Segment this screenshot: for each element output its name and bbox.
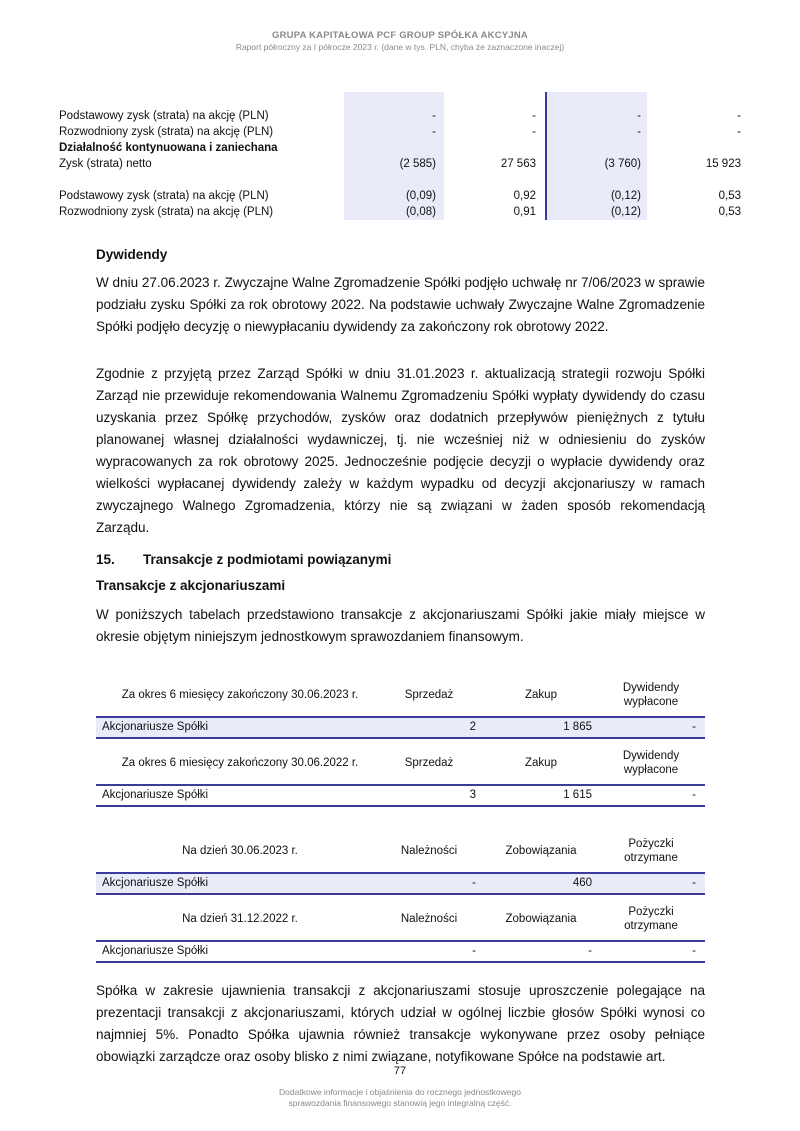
eps-row-label: Rozwodniony zysk (strata) na akcję (PLN) xyxy=(59,206,274,218)
dividends-paragraph-1: W dniu 27.06.2023 r. Zwyczajne Walne Zgromadzenie Spółki podjęło uchwałę nr 7/06/2023 w sprawie podziału zysku Spółki za rok obrotowy 2022. Na podstawie uchwały Zwyczajne Walne Zgromadzenie Spółki podjęło decyzję o niewypłacaniu dywidendy za zakończony rok obrotowy 2022. xyxy=(96,275,705,334)
shareholder-table xyxy=(96,902,705,962)
eps-cell: - xyxy=(532,126,536,138)
eps-cell: (0,12) xyxy=(610,206,641,218)
shareholder-table xyxy=(96,746,705,806)
report-company-header: GRUPA KAPITAŁOWA PCF GROUP SPÓŁKA AKCYJNA xyxy=(272,30,528,41)
table-cell: 2 xyxy=(469,721,476,733)
eps-cell: 27 563 xyxy=(500,158,536,170)
table-header-cell: Należności xyxy=(400,913,458,925)
shareholder-table xyxy=(96,834,705,894)
section-15-intro: W poniższych tabelach przedstawiono transakcje z akcjonariuszami Spółki jakie miały miejsce w okresie objętym niniejszym jednostkowym sprawozdaniem finansowym. xyxy=(96,607,705,644)
table-cell: - xyxy=(472,877,476,889)
eps-cell: - xyxy=(637,110,641,122)
table-cell: - xyxy=(692,721,696,733)
table-cell: 3 xyxy=(469,789,476,801)
table-row xyxy=(96,718,705,739)
table-header-cell: Zobowiązania xyxy=(505,913,577,925)
shareholder-table xyxy=(96,678,705,738)
eps-cell: 0,53 xyxy=(718,206,741,218)
table-header-cell: Sprzedaż xyxy=(404,757,454,769)
table-cell: - xyxy=(692,789,696,801)
eps-row-label: Rozwodniony zysk (strata) na akcję (PLN) xyxy=(59,126,274,138)
eps-cell: - xyxy=(737,126,741,138)
table-header-cell: Na dzień 30.06.2023 r. xyxy=(182,845,298,857)
table-header xyxy=(96,678,705,718)
eps-cell: - xyxy=(532,110,536,122)
eps-cell: 0,92 xyxy=(513,190,536,202)
eps-cell: - xyxy=(637,126,641,138)
eps-cell: 15 923 xyxy=(705,158,741,170)
table-cell: - xyxy=(692,877,696,889)
section-15-subheading: Transakcje z akcjonariuszami xyxy=(96,578,286,593)
table-header-cell: Dywidendy wypłacone xyxy=(622,682,680,708)
eps-cell: 0,91 xyxy=(513,206,536,218)
table-row-label: Akcjonariusze Spółki xyxy=(102,945,209,957)
section-15-title: Transakcje z podmiotami powiązanymi xyxy=(143,552,392,567)
eps-row xyxy=(59,108,749,124)
table-header-cell: Na dzień 31.12.2022 r. xyxy=(182,913,298,925)
eps-cell: - xyxy=(737,110,741,122)
report-subtitle: Raport półroczny za I półrocze 2023 r. (dane w tys. PLN, chyba że zaznaczone inaczej) xyxy=(235,42,565,52)
table-header xyxy=(96,902,705,942)
dividends-heading: Dywidendy xyxy=(96,247,168,262)
eps-row xyxy=(59,124,749,140)
table-header-cell: Dywidendy wypłacone xyxy=(622,750,680,776)
eps-row xyxy=(59,156,749,172)
eps-row xyxy=(59,204,749,220)
table-cell: 460 xyxy=(572,877,592,889)
page-number: 77 xyxy=(393,1065,407,1077)
eps-cell: (0,08) xyxy=(405,206,436,218)
eps-cell: (3 760) xyxy=(604,158,641,170)
table-header-cell: Zakup xyxy=(525,689,557,701)
table-header-cell: Za okres 6 miesięcy zakończony 30.06.2023 r. xyxy=(121,689,359,701)
section-15-number: 15. xyxy=(96,552,115,567)
table-header-cell: Za okres 6 miesięcy zakończony 30.06.2022 r. xyxy=(121,757,359,769)
eps-row-label: Działalność kontynuowana i zaniechana xyxy=(59,142,278,154)
table-row-label: Akcjonariusze Spółki xyxy=(102,877,209,889)
footer-line-1: Dodatkowe informacje i objaśnienia do rocznego jednostkowego xyxy=(279,1087,521,1097)
dividends-paragraph-2: Zgodnie z przyjętą przez Zarząd Spółki w dniu 31.01.2023 r. aktualizacją strategii rozwoju Spółki Zarząd nie przewiduje rekomendowania Walnemu Zgromadzeniu Spółki wypłaty dywidendy do czasu uzyskania przez Spółkę przychodów, zysków oraz dodatnich przepływów pieniężnych z tytułu planowanej własnej działalności wydawniczej, tj. nie wcześniej niż w odniesieniu do zysków wypracowanych za rok obrotowy 2025. Jednocześnie podjęcie decyzji o wypłacie dywidendy oraz wielkości wypłacanej dywidendy zależy w każdym wypadku od decyzji akcjonariuszy w ramach zwyczajnego Walnego Zgromadzenia, którzy nie są związani w żaden sposób rekomendacją Zarządu. xyxy=(96,366,705,535)
eps-cell: - xyxy=(432,126,436,138)
eps-row-label: Podstawowy zysk (strata) na akcję (PLN) xyxy=(59,190,269,202)
eps-cell: - xyxy=(432,110,436,122)
eps-cell: (2 585) xyxy=(399,158,436,170)
footer-line-2: sprawozdania finansowego stanowią jego integralną część. xyxy=(288,1098,512,1108)
table-cell: 1 865 xyxy=(563,721,592,733)
table-row-label: Akcjonariusze Spółki xyxy=(102,789,209,801)
eps-cell: 0,53 xyxy=(718,190,741,202)
closing-paragraph: Spółka w zakresie ujawnienia transakcji z akcjonariuszami stosuje uproszczenie polegające na prezentacji transakcji z akcjonariuszami, których udział w ogólnej liczbie głosów Spółki wynosi co najmniej 5%. Ponadto Spółka ujawnia również transakcje wykonywane przez osoby pełniące obowiązki zarządcze oraz osoby blisko z nimi związane, notyfikowane Spółce na podstawie art. xyxy=(96,983,705,1064)
table-header-cell: Należności xyxy=(400,845,458,857)
table-header xyxy=(96,746,705,786)
eps-cell: (0,12) xyxy=(610,190,641,202)
table-row xyxy=(96,942,705,963)
table-header-cell: Zobowiązania xyxy=(505,845,577,857)
table-row xyxy=(96,874,705,895)
table-cell: - xyxy=(588,945,592,957)
table-header xyxy=(96,834,705,874)
table-row xyxy=(96,786,705,807)
eps-row xyxy=(59,188,749,204)
eps-row-label: Podstawowy zysk (strata) na akcję (PLN) xyxy=(59,110,269,122)
table-cell: 1 615 xyxy=(563,789,592,801)
table-header-cell: Zakup xyxy=(525,757,557,769)
eps-row xyxy=(59,140,749,156)
table-header-cell: Pożyczki otrzymane xyxy=(624,838,678,864)
table-cell: - xyxy=(692,945,696,957)
table-header-cell: Sprzedaż xyxy=(404,689,454,701)
eps-cell: (0,09) xyxy=(405,190,436,202)
table-cell: - xyxy=(472,945,476,957)
table-header-cell: Pożyczki otrzymane xyxy=(624,906,678,932)
table-row-label: Akcjonariusze Spółki xyxy=(102,721,209,733)
eps-row-label: Zysk (strata) netto xyxy=(59,158,152,170)
